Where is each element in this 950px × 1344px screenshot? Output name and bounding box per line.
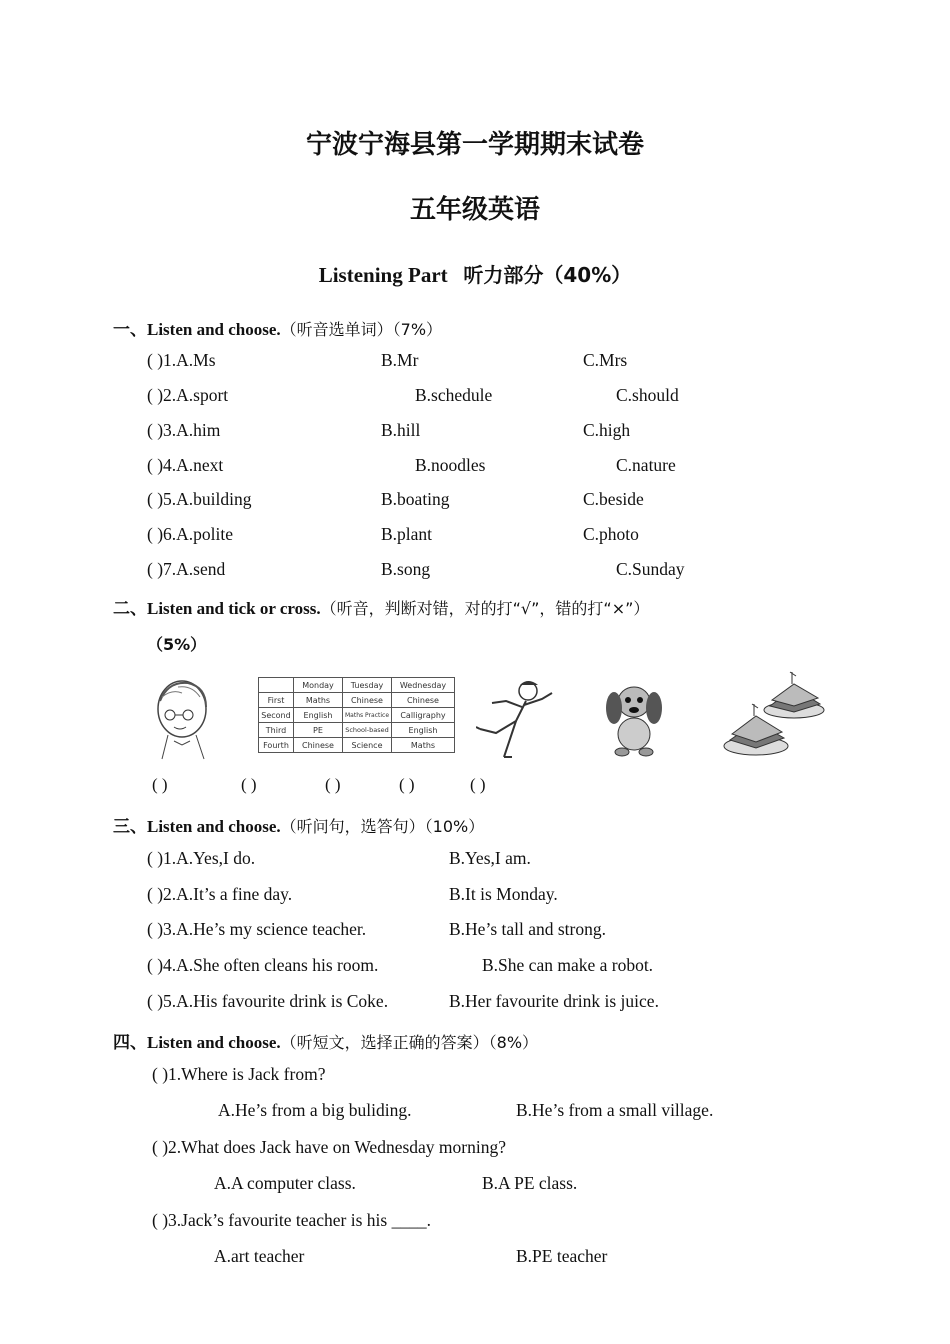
s1-q3: ( )3.A.him [147,420,221,440]
s1-q3-b: B.hill [381,420,421,440]
s1-q1-b: B.Mr [381,350,419,370]
table-cell: Second [259,708,294,723]
s1-q2-c: C.should [616,385,679,405]
table-cell: Third [259,723,294,738]
section-3-label: 三、Listen and choose. [113,817,281,836]
section-4-note: （听短文，选择正确的答案）（8%） [280,1033,539,1052]
section-2-heading [113,594,649,619]
section-3-heading [113,812,484,837]
page-subtitle: 五年级英语 [409,195,540,225]
table-cell: Chinese [392,693,455,708]
section-2-label: 二、Listen and tick or cross. [113,599,321,618]
s1-q1: ( )1.A.Ms [147,350,216,370]
s1-q6-c: C.photo [583,524,639,544]
s1-q5-b: B.boating [381,489,450,509]
part-heading-en: Listening Part [318,263,448,287]
s4-q3: ( )3.Jack’s favourite teacher is his ____. [152,1210,431,1230]
s1-q5-c: C.beside [583,489,644,509]
s1-q7-b: B.song [381,559,431,579]
table-cell: School-based [343,723,392,738]
table-cell: Chinese [343,693,392,708]
table-cell: PE [294,723,343,738]
s3-q5-a: ( )5.A.His favourite drink is Coke. [147,991,389,1011]
answer-blank[interactable]: ( ) [399,775,415,794]
section-4-heading [113,1028,538,1053]
puppy-picture [600,680,670,758]
section-2-note: （听音，判断对错，对的打“√”，错的打“×”） [320,599,650,618]
table-cell: Wednesday [392,678,455,693]
s4-q1: ( )1.Where is Jack from? [152,1064,326,1084]
part-heading [0,259,950,288]
s3-q5-b: B.Her favourite drink is juice. [449,991,659,1011]
s4-q1-b: B.He’s from a small village. [516,1100,714,1120]
s1-q7: ( )7.A.send [147,559,226,579]
schedule-table [258,677,455,753]
s3-q3-b: B.He’s tall and strong. [449,919,606,939]
table-cell: Tuesday [343,678,392,693]
s1-q4: ( )4.A.next [147,455,224,475]
answer-blank[interactable]: ( ) [325,775,341,794]
table-cell: Monday [294,678,343,693]
s4-q3-b: B.PE teacher [516,1246,608,1266]
s3-q3-a: ( )3.A.He’s my science teacher. [147,919,367,939]
old-woman-picture [148,675,218,760]
s4-q2-b: B.A PE class. [482,1173,578,1193]
section-1-heading [113,315,442,340]
table-cell: First [259,693,294,708]
s3-q1-b: B.Yes,I am. [449,848,531,868]
table-cell: Fourth [259,738,294,753]
table-cell: Chinese [294,738,343,753]
s1-q2-b: B.schedule [415,385,493,405]
kungfu-boy-picture [476,677,554,759]
table-cell: Maths Practice [343,708,392,723]
table-cell [259,678,294,693]
s3-q2-a: ( )2.A.It’s a fine day. [147,884,293,904]
page-title: 宁波宁海县第一学期期末试卷 [305,130,644,160]
s3-q2-b: B.It is Monday. [449,884,558,904]
s1-q7-c: C.Sunday [616,559,685,579]
table-cell: Maths [294,693,343,708]
answer-blank[interactable]: ( ) [152,775,168,794]
section-1-label: 一、Listen and choose. [113,320,281,339]
table-cell: English [392,723,455,738]
s4-q1-a: A.He’s from a big buliding. [218,1100,412,1120]
s3-q4-b: B.She can make a robot. [482,955,654,975]
section-3-note: （听问句，选答句）（10%） [280,817,485,836]
sandwiches-picture [722,670,828,760]
table-cell: Science [343,738,392,753]
s1-q1-c: C.Mrs [583,350,628,370]
table-cell: English [294,708,343,723]
s4-q2: ( )2.What does Jack have on Wednesday morning? [152,1137,506,1157]
s3-q1-a: ( )1.A.Yes,I do. [147,848,256,868]
s1-q2: ( )2.A.sport [147,385,229,405]
s1-q3-c: C.high [583,420,631,440]
part-heading-cn: 听力部分（40%） [463,263,632,287]
s3-q4-a: ( )4.A.She often cleans his room. [147,955,379,975]
section-1-note: （听音选单词）（7%） [280,320,443,339]
answer-blank[interactable]: ( ) [470,775,486,794]
table-cell: Maths [392,738,455,753]
s1-q6-b: B.plant [381,524,433,544]
s4-q3-a: A.art teacher [214,1246,305,1266]
section-2-pct: （5%） [147,635,207,654]
s4-q2-a: A.A computer class. [214,1173,356,1193]
answer-blank[interactable]: ( ) [241,775,257,794]
s1-q4-b: B.noodles [415,455,486,475]
s1-q4-c: C.nature [616,455,676,475]
s1-q5: ( )5.A.building [147,489,252,509]
table-cell: Calligraphy [392,708,455,723]
s1-q6: ( )6.A.polite [147,524,234,544]
section-4-label: 四、Listen and choose. [113,1033,281,1052]
